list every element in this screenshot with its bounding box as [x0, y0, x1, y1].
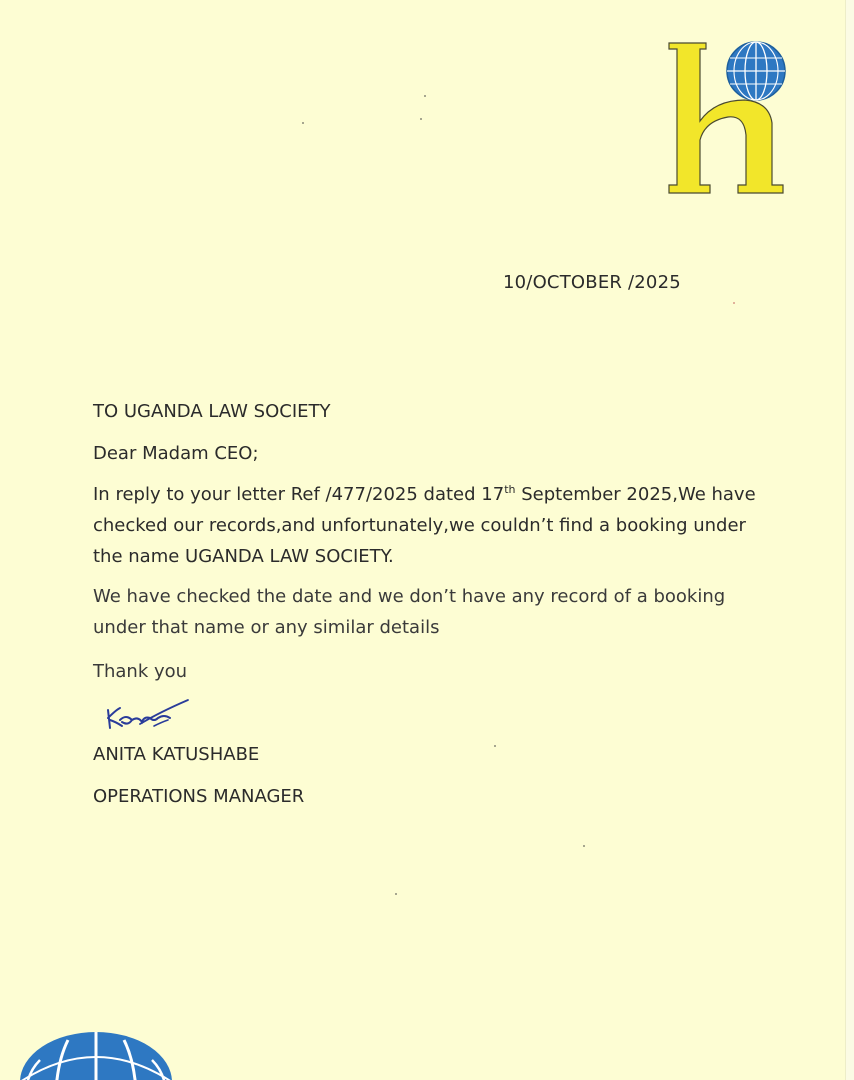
closing: Thank you [93, 661, 188, 682]
paper-edge [845, 0, 854, 1080]
salutation: Dear Madam CEO; [93, 443, 259, 464]
footer-globe-icon [18, 1030, 178, 1080]
speck [302, 122, 304, 124]
letter-date: 10/OCTOBER /2025 [503, 272, 681, 293]
para1-superscript: th [504, 483, 516, 496]
hotel-international-logo [660, 25, 810, 205]
speck [494, 745, 496, 747]
speck [733, 302, 735, 304]
signer-name: ANITA KATUSHABE [93, 744, 260, 765]
body-paragraph-1 [93, 479, 773, 572]
para1-text-b: September 2025,We have checked our records,and unfortunately,we couldn’t find a booking under the name UGANDA LAW SOCIETY. [93, 484, 756, 567]
speck [424, 95, 426, 97]
body-paragraph-2: We have checked the date and we don’t have any record of a booking under that name or any similar details [93, 586, 726, 638]
para1-text-a: In reply to your letter Ref /477/2025 dated 17 [93, 484, 505, 505]
speck [583, 845, 585, 847]
handwritten-signature [100, 692, 200, 734]
speck [420, 118, 422, 120]
logo-graphic [660, 25, 810, 205]
globe-icon [727, 42, 785, 100]
recipient: TO UGANDA LAW SOCIETY [93, 401, 331, 422]
speck [395, 893, 397, 895]
signer-title: OPERATIONS MANAGER [93, 786, 305, 807]
